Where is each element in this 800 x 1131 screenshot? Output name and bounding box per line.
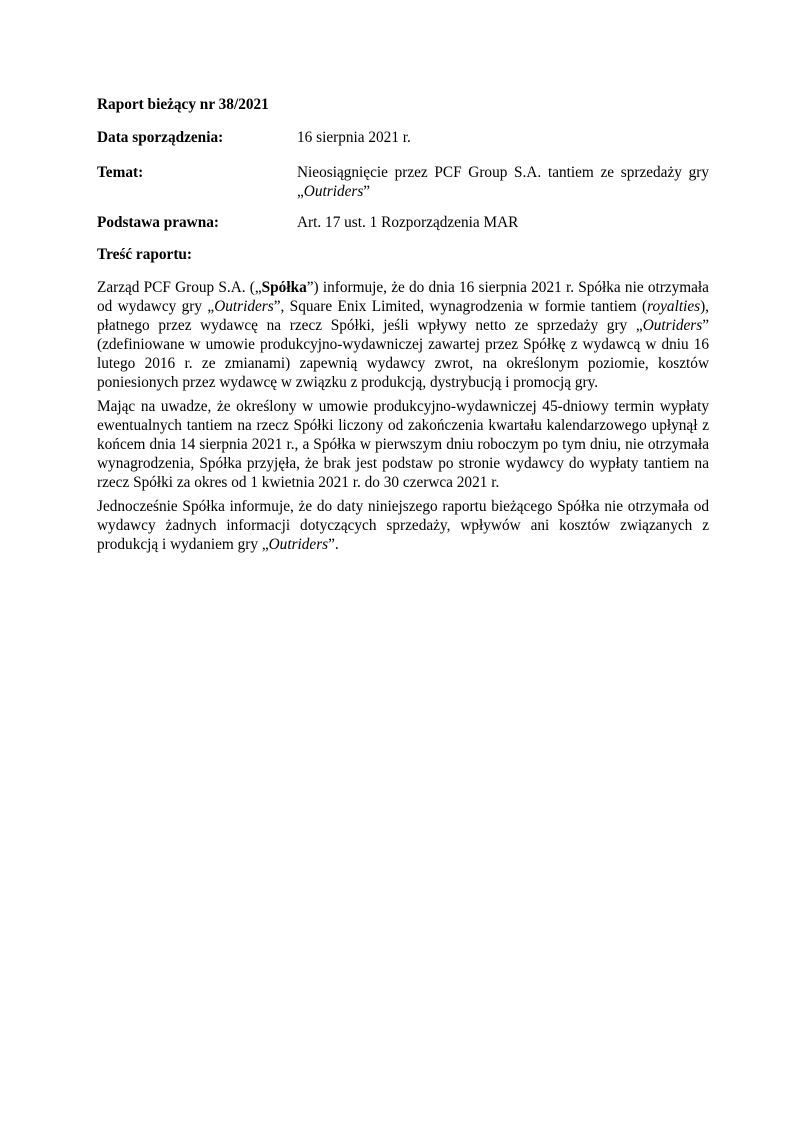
- p1-text-5: ” (zdefiniowane w umowie produkcyjno-wydawniczej zawartej przez Spółkę z wydawcą w dniu 16 lutego 2016 r. ze zmianami) zapewnią wydawcy zwrot, na określonym poziomie, kosztów poniesionych przez wydawcę w związku z produkcją, dystrybucją i promocją gry.: [97, 317, 709, 391]
- legal-basis-label: Podstawa prawna:: [97, 214, 219, 231]
- p3-text-2: ”.: [328, 536, 339, 553]
- date-value: 16 sierpnia 2021 r.: [297, 129, 411, 146]
- paragraph-1: [97, 278, 709, 392]
- p1-text-4: ), płatnego przez wydawcę na rzecz Spółki, jeśli wpływy netto ze sprzedaży gry „: [97, 298, 709, 334]
- date-label: Data sporządzenia:: [97, 129, 224, 146]
- p1-italic-game-1: Outriders: [214, 298, 274, 315]
- p1-bold-company: Spółka: [261, 279, 307, 296]
- topic-label: Temat:: [97, 164, 144, 181]
- paragraph-3: [97, 497, 709, 554]
- p3-text-1: Jednocześnie Spółka informuje, że do daty niniejszego raportu bieżącego Spółka nie otrzymała od wydawcy żadnych informacji dotyczących sprzedaży, wpływów ani kosztów związanych z produkcją i wydaniem gry „: [97, 498, 709, 553]
- topic-text: Nieosiągnięcie przez PCF Group S.A. tantiem ze sprzedaży gry „: [297, 164, 709, 200]
- topic-closing-quote: ”: [363, 183, 371, 200]
- p1-text-3: ”, Square Enix Limited, wynagrodzenia w formie tantiem (: [273, 298, 648, 315]
- topic-value: [297, 163, 709, 201]
- content-heading: Treść raportu:: [97, 246, 193, 263]
- topic-game-title: Outriders: [303, 183, 364, 200]
- report-title: Raport bieżący nr 38/2021: [97, 96, 269, 113]
- p1-text-2: ”) informuje, że do dnia 16 sierpnia 2021 r. Spółka nie otrzymała od wydawcy gry „: [97, 279, 709, 315]
- p3-italic-game: Outriders: [268, 536, 329, 553]
- p1-italic-game-2: Outriders: [642, 317, 703, 334]
- p1-text-1: Zarząd PCF Group S.A. („: [97, 279, 262, 296]
- paragraph-2: Mając na uwadze, że określony w umowie produkcyjno-wydawniczej 45-dniowy termin wypłaty ewentualnych tantiem na rzecz Spółki liczony od zakończenia kwartału kalendarzowego upłynął z końcem dnia 14 sierpnia 2021 r., a Spółka w pierwszym dniu roboczym po tym dniu, nie otrzymała wynagrodzenia, Spółka przyjęła, że brak jest podstaw po stronie wydawcy do wypłaty tantiem na rzecz Spółki za okres od 1 kwietnia 2021 r. do 30 czerwca 2021 r.: [97, 398, 709, 491]
- legal-basis-value: Art. 17 ust. 1 Rozporządzenia MAR: [297, 214, 519, 231]
- p1-italic-royalties: royalties: [647, 298, 701, 315]
